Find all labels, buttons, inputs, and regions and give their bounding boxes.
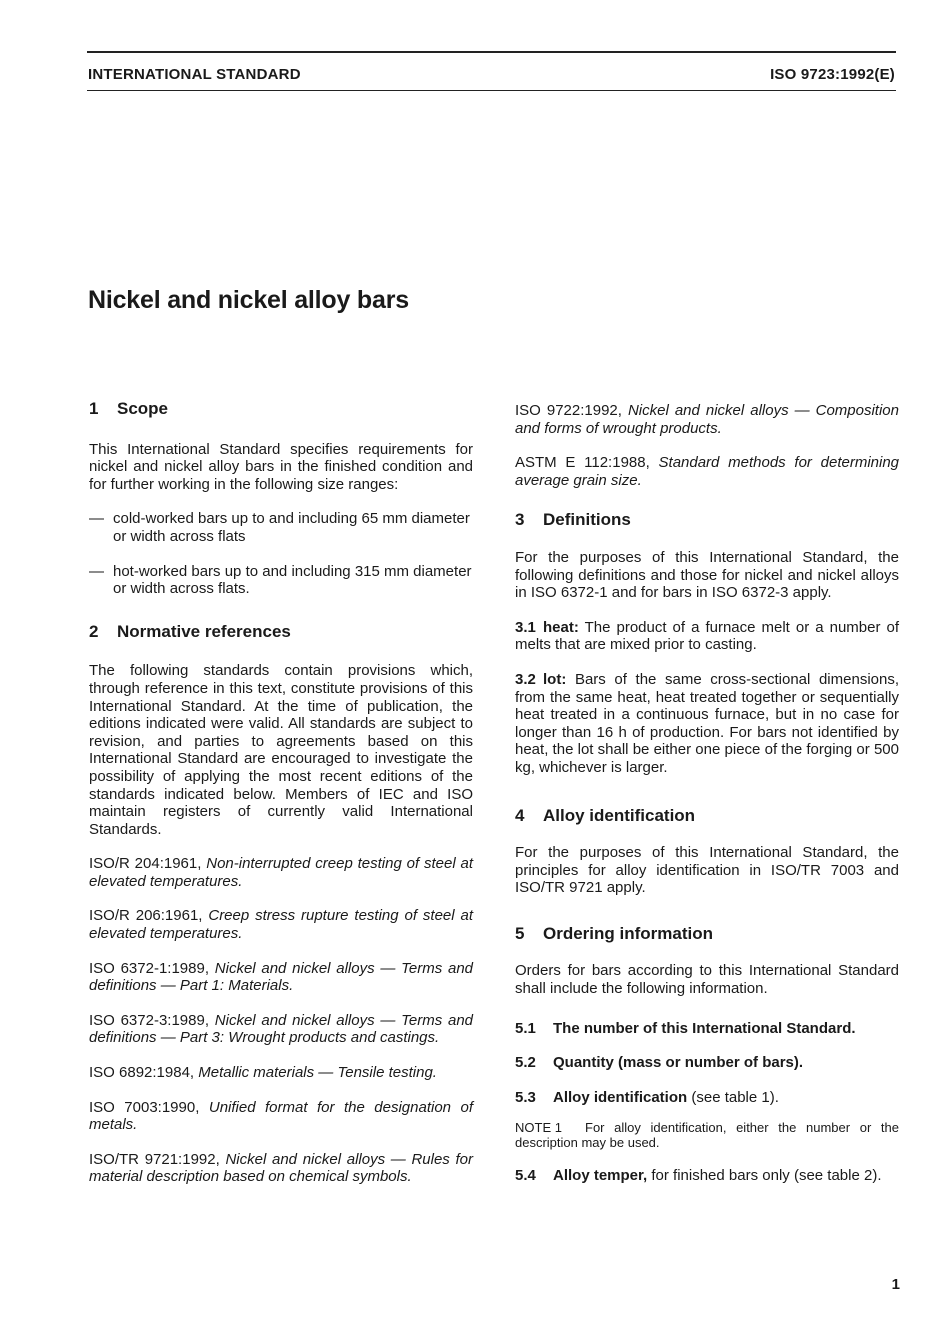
reference-code: ISO/TR 9721:1992,: [89, 1150, 220, 1168]
dash-bullet: —: [89, 510, 104, 528]
section-number: 2: [89, 621, 99, 641]
definition-item: [515, 671, 899, 777]
ordering-item: [515, 1020, 899, 1038]
definition-term: heat:: [543, 618, 579, 636]
section-number: 1: [89, 399, 99, 418]
ordering-item-title: Alloy temper,: [553, 1167, 648, 1185]
reference-code: ISO 9722:1992,: [515, 402, 622, 419]
reference-title: Nickel and nickel alloys — Terms and definitions — Part 1: Materials.: [89, 959, 474, 995]
references-intro: The following standards contain provisions which, through reference in this text, constitute provisions of this International Standard. At the time of publication, the editions indicated were valid. All standards are subject to revision, and parties to agreements based on this International Standard are encouraged to investigate the possibility of applying the most recent editions of the standards indicated below. Members of IEC and ISO maintain registers of currently valid International Standards.: [89, 662, 473, 838]
header-standard-label: INTERNATIONAL STANDARD: [88, 66, 301, 83]
reference-item: [515, 454, 899, 489]
header-bottom-rule: [87, 90, 896, 91]
section-5-heading: [515, 925, 899, 943]
definition-item: [515, 619, 899, 654]
reference-code: ISO 6372-3:1989,: [89, 1011, 210, 1029]
reference-item: [89, 1151, 473, 1186]
header-top-rule: [87, 51, 896, 53]
reference-item: [89, 960, 473, 995]
section-title: Scope: [117, 399, 169, 418]
note-text: For alloy identification, either the number or the description may be used.: [515, 1120, 899, 1151]
scope-paragraph: This International Standard specifies requirements for nickel and nickel alloy bars in the finished condition and for further working in the following size ranges:: [89, 440, 473, 493]
list-item: [89, 563, 473, 598]
section-number: 5: [515, 923, 525, 943]
dash-bullet: —: [89, 562, 104, 580]
definition-number: 3.2: [515, 670, 536, 688]
reference-title: Standard methods for determining average grain size.: [515, 454, 900, 489]
ordering-item-number: 5.2: [515, 1054, 536, 1072]
section-3-heading: [515, 511, 899, 529]
reference-item: [89, 907, 473, 942]
size-range-list: [89, 510, 473, 597]
definitions-intro: For the purposes of this International Standard, the following definitions and those for nickel and nickel alloys in ISO 6372-1 and for bars in ISO 6372-3 apply.: [515, 548, 899, 602]
reference-item: [89, 1012, 473, 1047]
list-item-text: hot-worked bars up to and including 315 mm diameter or width across flats.: [113, 562, 472, 598]
reference-title: Nickel and nickel alloys — Composition and forms of wrought products.: [515, 402, 899, 437]
definition-number: 3.1: [515, 618, 536, 636]
ordering-item-rest: for finished bars only (see table 2).: [647, 1167, 882, 1185]
definition-text: Bars of the same cross-sectional dimensions, from the same heat, heat treated together or sequentially heat treated in a continuous furnace, but in no case for longer than 16 h of production. For bars not identified by heat, the lot shall be either one piece of the forging or 500 kg, whichever is larger.: [515, 670, 900, 776]
ordering-item-number: 5.1: [515, 1019, 536, 1037]
section-number: 3: [515, 510, 525, 530]
section-number: 4: [515, 805, 525, 825]
reference-code: ISO 7003:1990,: [89, 1098, 200, 1116]
section-4-heading: [515, 807, 899, 825]
reference-item: [515, 402, 899, 437]
reference-item: [89, 1064, 473, 1082]
definition-term: lot:: [543, 670, 567, 688]
reference-item: [89, 855, 473, 890]
section-title: Normative references: [117, 621, 291, 641]
ordering-item-title: Quantity (mass or number of bars).: [553, 1054, 804, 1072]
document-title: Nickel and nickel alloy bars: [88, 286, 409, 314]
ordering-intro: Orders for bars according to this International Standard shall include the following information.: [515, 962, 899, 998]
reference-title: Metallic materials — Tensile testing.: [198, 1064, 437, 1082]
left-column: [89, 400, 473, 1203]
reference-title: Non-interrupted creep testing of steel at elevated temperatures.: [89, 855, 473, 890]
section-title: Alloy identification: [543, 805, 696, 825]
reference-item: [89, 1099, 473, 1134]
section-title: Definitions: [543, 510, 631, 530]
ordering-item: [515, 1054, 899, 1072]
reference-title: Creep stress rupture testing of steel at elevated temperatures.: [89, 907, 473, 943]
reference-code: ISO 6892:1984,: [89, 1064, 195, 1082]
ordering-item-number: 5.3: [515, 1088, 536, 1106]
reference-code: ISO 6372-1:1989,: [89, 959, 210, 977]
ordering-item: [515, 1167, 899, 1185]
reference-code: ISO/R 204:1961,: [89, 855, 202, 873]
right-column: [515, 402, 899, 1185]
ordering-item-title: Alloy identification: [553, 1088, 688, 1106]
ordering-item: [515, 1089, 899, 1107]
note: [515, 1120, 899, 1150]
note-label: NOTE 1: [515, 1120, 562, 1136]
section-1-heading: [89, 400, 473, 418]
reference-title: Nickel and nickel alloys — Rules for material description based on chemical symbols.: [89, 1150, 473, 1186]
header-standard-number: ISO 9723:1992(E): [770, 66, 895, 83]
section-2-heading: [89, 623, 473, 641]
list-item: [89, 510, 473, 545]
section-title: Ordering information: [543, 923, 713, 943]
ordering-item-rest: (see table 1).: [687, 1088, 779, 1106]
ordering-item-number: 5.4: [515, 1167, 536, 1185]
page-number: 1: [891, 1276, 900, 1293]
reference-code: ASTM E 112:1988,: [515, 454, 650, 472]
list-item-text: cold-worked bars up to and including 65 mm diameter or width across flats: [113, 510, 470, 545]
reference-title: Unified format for the designation of metals.: [89, 1098, 473, 1134]
definition-text: The product of a furnace melt or a number of melts that are mixed prior to casting.: [515, 618, 899, 654]
alloy-identification-paragraph: For the purposes of this International Standard, the principles for alloy identification in ISO/TR 7003 and ISO/TR 9721 apply.: [515, 844, 899, 897]
reference-title: Nickel and nickel alloys — Terms and definitions — Part 3: Wrought products and castings.: [89, 1011, 474, 1047]
ordering-item-title: The number of this International Standard.: [553, 1019, 856, 1037]
reference-code: ISO/R 206:1961,: [89, 907, 203, 925]
